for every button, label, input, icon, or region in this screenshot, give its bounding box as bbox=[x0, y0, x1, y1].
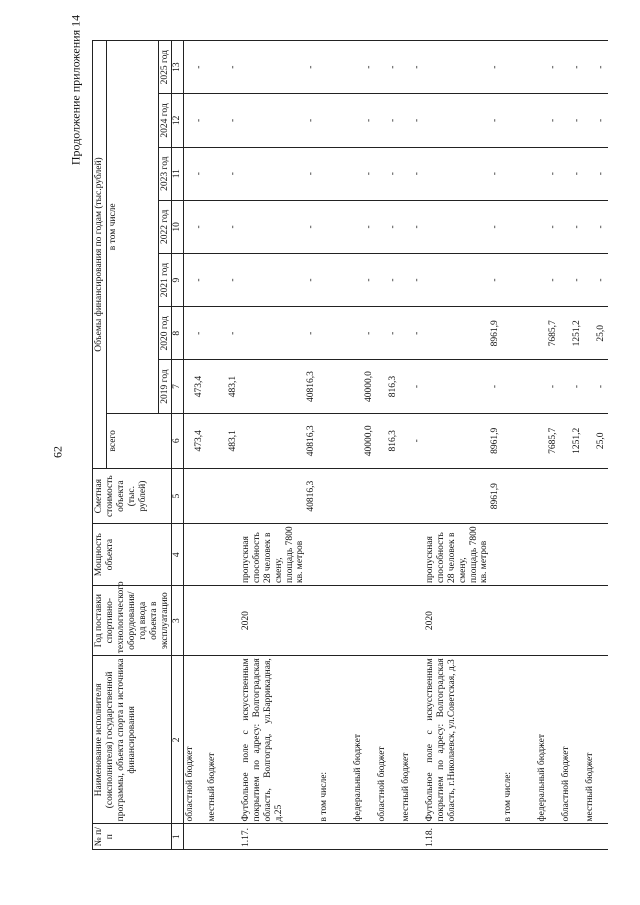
row-year bbox=[206, 586, 240, 656]
row-year-value bbox=[318, 360, 352, 413]
row-year bbox=[318, 586, 352, 656]
row-year: 2020 bbox=[424, 586, 502, 656]
row-number bbox=[536, 824, 560, 850]
row-year-value: - bbox=[584, 41, 608, 94]
row-number bbox=[376, 824, 400, 850]
row-year-value: - bbox=[536, 94, 560, 147]
row-year-value: - bbox=[206, 94, 240, 147]
row-year-value: - bbox=[424, 253, 502, 306]
row-capacity bbox=[206, 524, 240, 586]
row-year-value: - bbox=[560, 41, 584, 94]
row-total: - bbox=[400, 413, 424, 468]
row-year-value bbox=[502, 307, 536, 360]
row-capacity: пропускная способность 28 человек в смену, площадь 7800 кв. метров bbox=[240, 524, 318, 586]
row-year-value: - bbox=[376, 253, 400, 306]
row-number: 1.18. bbox=[424, 824, 502, 850]
row-cost bbox=[206, 468, 240, 523]
row-year-value bbox=[502, 200, 536, 253]
row-capacity bbox=[376, 524, 400, 586]
row-year-value: - bbox=[376, 200, 400, 253]
table-row bbox=[318, 41, 352, 850]
row-number bbox=[318, 824, 352, 850]
row-year-value: - bbox=[184, 41, 206, 94]
column-index: 9 bbox=[172, 253, 184, 306]
row-capacity bbox=[502, 524, 536, 586]
row-year-value bbox=[318, 41, 352, 94]
row-year-value: 40816,3 bbox=[240, 360, 318, 413]
row-capacity bbox=[560, 524, 584, 586]
row-year-value: - bbox=[352, 307, 376, 360]
row-year-value: - bbox=[206, 307, 240, 360]
row-cost: 40816,3 bbox=[240, 468, 318, 523]
row-cost bbox=[376, 468, 400, 523]
row-total: 25,0 bbox=[584, 413, 608, 468]
table-row bbox=[584, 41, 608, 850]
row-name: федеральный бюджет bbox=[352, 656, 376, 824]
row-number bbox=[560, 824, 584, 850]
year-header: 2025 год bbox=[158, 41, 172, 94]
year-header: 2022 год bbox=[158, 200, 172, 253]
row-year bbox=[400, 586, 424, 656]
row-name: областной бюджет bbox=[376, 656, 400, 824]
row-capacity bbox=[400, 524, 424, 586]
column-index: 5 bbox=[172, 468, 184, 523]
year-header: 2021 год bbox=[158, 253, 172, 306]
row-year-value bbox=[318, 253, 352, 306]
row-year-value: - bbox=[584, 147, 608, 200]
row-year-value: - bbox=[560, 360, 584, 413]
row-year bbox=[352, 586, 376, 656]
funding-header: Объемы финансирования по годам (тыс.рублей) bbox=[93, 41, 107, 469]
row-year bbox=[184, 586, 206, 656]
row-year-value: - bbox=[240, 307, 318, 360]
table-row bbox=[376, 41, 400, 850]
column-index: 2 bbox=[172, 656, 184, 824]
row-year-value: - bbox=[240, 200, 318, 253]
column-index: 6 bbox=[172, 413, 184, 468]
row-name: Футбольное поле с искусственным покрытием по адресу: Волгоградская область, г.Николаевск, ул.Советская, д.3 bbox=[424, 656, 502, 824]
row-cost bbox=[536, 468, 560, 523]
including-header: в том числе bbox=[106, 41, 158, 414]
row-total: 473,4 bbox=[184, 413, 206, 468]
row-cost bbox=[560, 468, 584, 523]
row-year-value: - bbox=[424, 360, 502, 413]
row-year-value: - bbox=[584, 253, 608, 306]
row-year-value: - bbox=[584, 200, 608, 253]
row-year-value: - bbox=[184, 200, 206, 253]
row-year-value: - bbox=[424, 200, 502, 253]
row-year-value bbox=[318, 94, 352, 147]
row-name: местный бюджет bbox=[400, 656, 424, 824]
year-header: 2020 год bbox=[158, 307, 172, 360]
row-year-value: - bbox=[352, 253, 376, 306]
row-name: в том числе: bbox=[318, 656, 352, 824]
row-total: 1251,2 bbox=[560, 413, 584, 468]
row-year-value bbox=[318, 147, 352, 200]
row-name: областной бюджет bbox=[560, 656, 584, 824]
row-cost bbox=[184, 468, 206, 523]
row-year-value: - bbox=[206, 200, 240, 253]
row-year: 2020 bbox=[240, 586, 318, 656]
year-header: 2019 год bbox=[158, 360, 172, 413]
row-total: 483,1 bbox=[206, 413, 240, 468]
row-year-value: - bbox=[536, 253, 560, 306]
row-number bbox=[352, 824, 376, 850]
row-capacity bbox=[584, 524, 608, 586]
row-total: 40816,3 bbox=[240, 413, 318, 468]
row-year-value: - bbox=[400, 253, 424, 306]
column-index: 13 bbox=[172, 41, 184, 94]
row-year-value: - bbox=[240, 147, 318, 200]
row-year-value: - bbox=[424, 147, 502, 200]
row-year-value: - bbox=[400, 147, 424, 200]
row-total: 8961,9 bbox=[424, 413, 502, 468]
table-row bbox=[352, 41, 376, 850]
row-total: 40000,0 bbox=[352, 413, 376, 468]
row-year bbox=[536, 586, 560, 656]
page-number: 62 bbox=[50, 446, 65, 458]
row-year bbox=[560, 586, 584, 656]
row-year-value: - bbox=[400, 41, 424, 94]
table-row bbox=[424, 41, 502, 850]
row-year-value bbox=[502, 253, 536, 306]
row-year bbox=[502, 586, 536, 656]
row-year-value: - bbox=[184, 307, 206, 360]
row-year-value: - bbox=[584, 360, 608, 413]
row-year-value: 25,0 bbox=[584, 307, 608, 360]
row-year-value bbox=[502, 41, 536, 94]
row-year-value: - bbox=[184, 253, 206, 306]
column-index: 10 bbox=[172, 200, 184, 253]
col-cost-header: Сметная стоимость объекта (тыс. рублей) bbox=[93, 468, 172, 523]
row-cost bbox=[318, 468, 352, 523]
col-total-header: всего bbox=[106, 413, 172, 468]
row-year-value: - bbox=[536, 360, 560, 413]
row-name: местный бюджет bbox=[206, 656, 240, 824]
column-index-row bbox=[172, 41, 184, 850]
column-index: 3 bbox=[172, 586, 184, 656]
row-year-value: 483,1 bbox=[206, 360, 240, 413]
row-cost bbox=[584, 468, 608, 523]
row-year-value: - bbox=[206, 41, 240, 94]
funding-table bbox=[92, 40, 608, 850]
row-name: Футбольное поле с искусственным покрытием по адресу: Волгоградская область, Волгоград, ул.Баррикадная, д.25 bbox=[240, 656, 318, 824]
row-year-value: - bbox=[536, 41, 560, 94]
row-capacity: пропускная способность 28 человек в смену, площадь 7800 кв. метров bbox=[424, 524, 502, 586]
row-year-value: - bbox=[376, 307, 400, 360]
row-year-value: 816,3 bbox=[376, 360, 400, 413]
row-year-value: - bbox=[352, 147, 376, 200]
row-year-value bbox=[502, 147, 536, 200]
row-year-value bbox=[318, 307, 352, 360]
table-row bbox=[400, 41, 424, 850]
row-year-value: 8961,9 bbox=[424, 307, 502, 360]
row-year-value: - bbox=[376, 147, 400, 200]
row-year-value bbox=[502, 360, 536, 413]
col-year-header: Год поставки спортивно-технологического оборудования/ год ввода объекта в эксплуатацию bbox=[93, 586, 172, 656]
row-year-value: - bbox=[400, 94, 424, 147]
row-year-value: - bbox=[352, 94, 376, 147]
row-cost bbox=[352, 468, 376, 523]
row-total bbox=[502, 413, 536, 468]
row-year-value: 7685,7 bbox=[536, 307, 560, 360]
table-row bbox=[536, 41, 560, 850]
row-capacity bbox=[536, 524, 560, 586]
row-year-value: - bbox=[400, 360, 424, 413]
row-total bbox=[318, 413, 352, 468]
row-year-value: - bbox=[184, 94, 206, 147]
row-year-value: 40000,0 bbox=[352, 360, 376, 413]
row-total: 7685,7 bbox=[536, 413, 560, 468]
year-header: 2023 год bbox=[158, 147, 172, 200]
row-year-value: - bbox=[424, 41, 502, 94]
row-year-value: - bbox=[376, 94, 400, 147]
row-number bbox=[502, 824, 536, 850]
col-num-header: № п/п bbox=[93, 824, 172, 850]
row-year-value: - bbox=[206, 253, 240, 306]
column-index: 11 bbox=[172, 147, 184, 200]
row-cost bbox=[502, 468, 536, 523]
row-year-value: - bbox=[584, 94, 608, 147]
column-index: 1 bbox=[172, 824, 184, 850]
table-row bbox=[206, 41, 240, 850]
row-cost: 8961,9 bbox=[424, 468, 502, 523]
row-year-value: - bbox=[400, 307, 424, 360]
row-name: местный бюджет bbox=[584, 656, 608, 824]
row-year-value: - bbox=[352, 200, 376, 253]
row-total: 816,3 bbox=[376, 413, 400, 468]
row-year-value: - bbox=[536, 147, 560, 200]
column-index: 7 bbox=[172, 360, 184, 413]
row-year-value bbox=[318, 200, 352, 253]
row-year-value: - bbox=[206, 147, 240, 200]
row-capacity bbox=[318, 524, 352, 586]
column-index: 12 bbox=[172, 94, 184, 147]
table-row bbox=[502, 41, 536, 850]
row-year bbox=[376, 586, 400, 656]
row-capacity bbox=[352, 524, 376, 586]
column-index: 4 bbox=[172, 524, 184, 586]
table-row bbox=[184, 41, 206, 850]
row-number bbox=[400, 824, 424, 850]
row-year-value: - bbox=[560, 147, 584, 200]
row-year-value: - bbox=[240, 94, 318, 147]
row-year-value: 473,4 bbox=[184, 360, 206, 413]
row-number bbox=[184, 824, 206, 850]
row-year-value: - bbox=[560, 94, 584, 147]
row-year bbox=[584, 586, 608, 656]
row-year-value: - bbox=[536, 200, 560, 253]
row-capacity bbox=[184, 524, 206, 586]
row-year-value: 1251,2 bbox=[560, 307, 584, 360]
continuation-caption: Продолжение приложения 14 bbox=[68, 14, 83, 166]
row-number bbox=[206, 824, 240, 850]
row-year-value: - bbox=[560, 253, 584, 306]
row-year-value: - bbox=[400, 200, 424, 253]
row-year-value bbox=[502, 94, 536, 147]
table-row bbox=[240, 41, 318, 850]
row-number: 1.17. bbox=[240, 824, 318, 850]
col-capacity-header: Мощность объекта bbox=[93, 524, 172, 586]
row-number bbox=[584, 824, 608, 850]
row-year-value: - bbox=[424, 94, 502, 147]
row-year-value: - bbox=[184, 147, 206, 200]
col-name-header: Наименование исполнителя (соисполнителя) государственной программы, объекта спорта и источника финансирования bbox=[93, 656, 172, 824]
table-row bbox=[560, 41, 584, 850]
row-year-value: - bbox=[352, 41, 376, 94]
row-cost bbox=[400, 468, 424, 523]
rotated-table-area bbox=[92, 40, 612, 850]
row-year-value: - bbox=[240, 253, 318, 306]
row-year-value: - bbox=[560, 200, 584, 253]
row-name: в том числе: bbox=[502, 656, 536, 824]
row-year-value: - bbox=[376, 41, 400, 94]
column-index: 8 bbox=[172, 307, 184, 360]
row-name: федеральный бюджет bbox=[536, 656, 560, 824]
row-name: областной бюджет bbox=[184, 656, 206, 824]
year-header: 2024 год bbox=[158, 94, 172, 147]
row-year-value: - bbox=[240, 41, 318, 94]
